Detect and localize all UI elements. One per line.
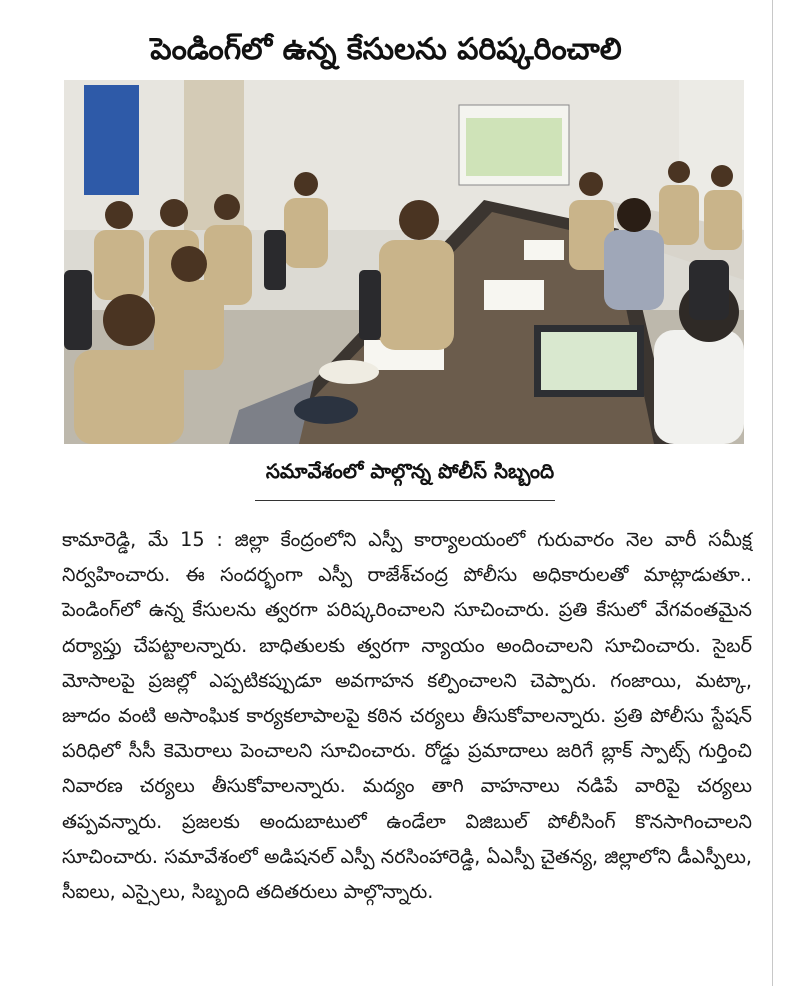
photo-caption: సమావేశంలో పాల్గొన్న పోలీస్ సిబ్బంది [265,459,555,483]
caption-underline [255,500,555,501]
meeting-photo-illustration [64,80,744,444]
column-rule [772,0,773,986]
meeting-photo [64,80,744,444]
article-body [62,522,752,909]
wall-board [84,85,139,195]
headline: పెండింగ్‌లో ఉన్న కేసులను పరిష్కరించాలి [150,32,622,68]
article-body-text: కామారెడ్డి, మే 15 : జిల్లా కేంద్రంలోని ఎస్పీ కార్యాలయంలో గురువారం నెల వారీ సమీక్ష నిర్వహించారు. ఈ సందర్భంగా ఎస్పీ రాజేశ్‌చంద్ర పోలీసు అధికారులతో మాట్లాడుతూ.. పెండింగ్‌లో ఉన్న కేసులను త్వరగా పరిష్కరించాలని సూచించారు. ప్రతి కేసులో వేగవంతమైన దర్యాప్తు చేపట్టాలన్నారు. బాధితులకు త్వరగా న్యాయం అందించాలని సూచించారు. సైబర్ మోసాలపై ప్రజల్లో ఎప్పటికప్పుడూ అవగాహన కల్పించాలని చెప్పారు. గంజాయి, మట్కా, జూదం వంటి అసాంఘిక కార్యకలాపాలపై కఠిన చర్యలు తీసుకోవాలన్నారు. ప్రతి పోలీసు స్టేషన్ పరిధిలో సీసీ కెమెరాలు పెంచాలని సూచించారు. రోడ్డు ప్రమాదాలు జరిగే బ్లాక్ స్పాట్స్ గుర్తించి నివారణ చర్యలు తీసుకోవాలన్నారు. మద్యం తాగి వాహనాలు నడిపే వారిపై చర్యలు తప్పవన్నారు. ప్రజలకు అందుబాటులో ఉండేలా విజిబుల్ పోలీసింగ్ కొనసాగించాలని సూచించారు. సమావేశంలో అడిషనల్ ఎస్పీ నరసింహారెడ్డి, ఏఎస్పీ చైతన్య, జిల్లాలోని డీఎస్పీలు, సీఐలు, ఎస్సైలు, సిబ్బంది తదితరులు పాల్గొన్నారు. [62,528,752,904]
